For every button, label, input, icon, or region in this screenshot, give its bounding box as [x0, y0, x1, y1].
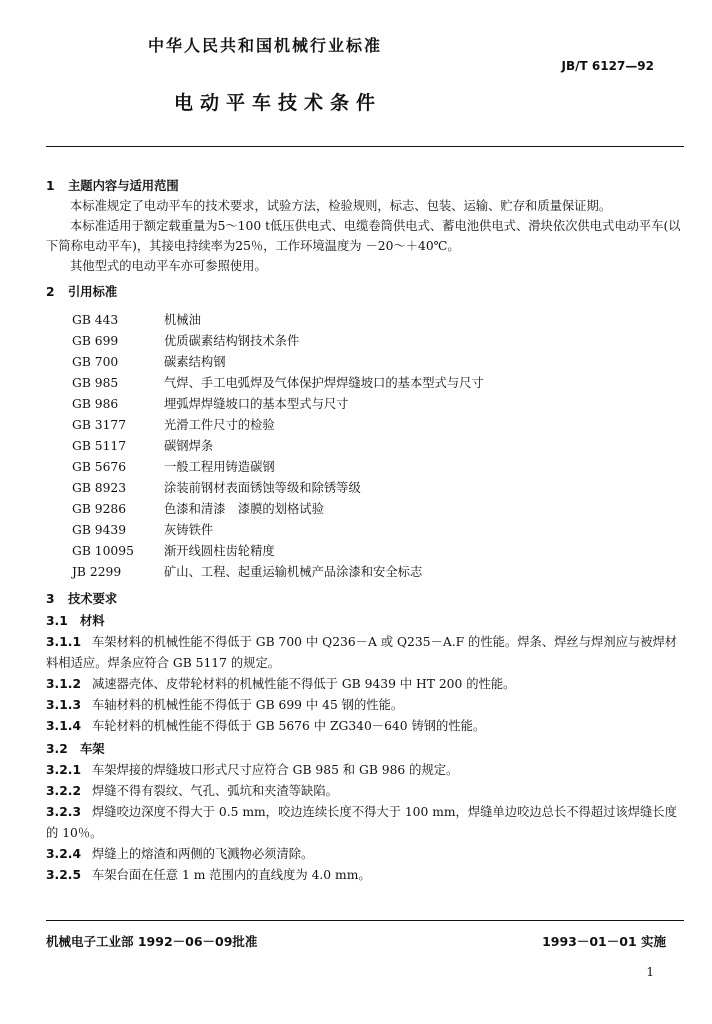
clause-number: 3.1.4 — [46, 719, 82, 733]
section-title: 引用标准 — [68, 285, 118, 299]
reference-name: 光滑工件尺寸的检验 — [164, 418, 275, 432]
document-body — [46, 176, 686, 886]
clause-text: 焊缝咬边深度不得大于 0.5 mm，咬边连续长度不得大于 100 mm，焊缝单边咬边总长不得超过该焊缝长度的 10％。 — [46, 805, 677, 840]
page-number: 1 — [646, 965, 654, 979]
reference-name: 矿山、工程、起重运输机械产品涂漆和安全标志 — [164, 565, 423, 579]
header-rule — [46, 146, 684, 147]
clause-number: 3.2.2 — [46, 784, 82, 798]
reference-row — [46, 541, 686, 562]
clause-text: 车轴材料的机械性能不得低于 GB 699 中 45 钢的性能。 — [92, 698, 404, 712]
document-title: 电动平车技术条件 — [174, 92, 383, 114]
section-2-heading — [46, 282, 686, 302]
reference-code: GB 5117 — [72, 439, 127, 453]
clause — [46, 844, 686, 865]
clause-text: 减速器壳体、皮带轮材料的机械性能不得低于 GB 9439 中 HT 200 的性能。 — [92, 677, 516, 691]
implementation-date: 1993－01－01 实施 — [542, 934, 666, 949]
clause-number: 3.2.5 — [46, 868, 82, 882]
section-number: 2 — [46, 285, 55, 299]
reference-name: 灰铸铁件 — [164, 523, 214, 537]
clause — [46, 716, 686, 737]
reference-row — [46, 520, 686, 541]
issuing-organization: 中华人民共和国机械行业标准 — [148, 36, 383, 55]
clause-text: 焊缝上的熔渣和两侧的飞溅物必须清除。 — [92, 847, 314, 861]
subsection-3-2-heading — [46, 739, 686, 760]
reference-code: GB 443 — [72, 313, 119, 327]
reference-name: 渐开线圆柱齿轮精度 — [164, 544, 275, 558]
reference-name: 埋弧焊焊缝坡口的基本型式与尺寸 — [164, 397, 349, 411]
reference-name: 一般工程用铸造碳钢 — [164, 460, 275, 474]
reference-row — [46, 352, 686, 373]
section-1-heading — [46, 176, 686, 196]
subsection-title: 车架 — [80, 742, 105, 756]
clause — [46, 695, 686, 716]
reference-row — [46, 457, 686, 478]
section-number: 3 — [46, 592, 55, 606]
clause-text: 车架焊接的焊缝坡口形式尺寸应符合 GB 985 和 GB 986 的规定。 — [92, 763, 459, 777]
reference-row — [46, 562, 686, 583]
reference-code: GB 9286 — [72, 502, 127, 516]
clause-number: 3.2.4 — [46, 847, 82, 861]
reference-name: 色漆和清漆 漆膜的划格试验 — [164, 502, 324, 516]
reference-name: 涂装前钢材表面锈蚀等级和除锈等级 — [164, 481, 361, 495]
clause — [46, 781, 686, 802]
reference-row — [46, 310, 686, 331]
reference-name: 气焊、手工电弧焊及气体保护焊焊缝坡口的基本型式与尺寸 — [164, 376, 484, 390]
reference-code: GB 3177 — [72, 418, 127, 432]
clause — [46, 760, 686, 781]
section-title: 主题内容与适用范围 — [68, 179, 179, 193]
reference-name: 优质碳素结构钢技术条件 — [164, 334, 300, 348]
reference-name: 机械油 — [164, 313, 201, 327]
clause — [46, 865, 686, 886]
reference-code: GB 985 — [72, 376, 119, 390]
clause — [46, 632, 686, 674]
reference-code: GB 700 — [72, 355, 119, 369]
footer-rule — [46, 920, 684, 921]
reference-code: GB 699 — [72, 334, 119, 348]
reference-code: GB 8923 — [72, 481, 127, 495]
reference-row — [46, 394, 686, 415]
paragraph: 本标准适用于额定载重量为5～100 t低压供电式、电缆卷筒供电式、蓄电池供电式、滑块依次供电式电动平车(以下简称电动平车)，其接电持续率为25％，工作环境温度为 －20～＋40℃。 — [46, 219, 681, 253]
reference-name: 碳素结构钢 — [164, 355, 226, 369]
section-3-heading — [46, 589, 686, 609]
reference-name: 碳钢焊条 — [164, 439, 214, 453]
clause-text: 车架材料的机械性能不得低于 GB 700 中 Q236－A 或 Q235－A.F 的性能。焊条、焊丝与焊剂应与被焊材料相适应。焊条应符合 GB 5117 的规定。 — [46, 635, 678, 670]
standard-code: JB/T 6127—92 — [561, 59, 654, 73]
clause-number: 3.2.1 — [46, 763, 82, 777]
reference-code: GB 9439 — [72, 523, 127, 537]
reference-row — [46, 499, 686, 520]
paragraph: 其他型式的电动平车亦可参照使用。 — [70, 259, 267, 273]
reference-row — [46, 331, 686, 352]
subsection-3-1-heading — [46, 611, 686, 632]
clause-text: 车轮材料的机械性能不得低于 GB 5676 中 ZG340－640 铸钢的性能。 — [92, 719, 486, 733]
subsection-number: 3.2 — [46, 742, 68, 756]
clause-number: 3.1.3 — [46, 698, 82, 712]
clause-number: 3.2.3 — [46, 805, 82, 819]
section-title: 技术要求 — [68, 592, 118, 606]
subsection-number: 3.1 — [46, 614, 68, 628]
section-number: 1 — [46, 179, 55, 193]
reference-list — [46, 310, 686, 583]
clause — [46, 802, 686, 844]
reference-row — [46, 373, 686, 394]
reference-row — [46, 415, 686, 436]
reference-code: JB 2299 — [72, 565, 122, 579]
reference-row — [46, 436, 686, 457]
approval-date: 机械电子工业部 1992－06－09批准 — [46, 934, 258, 949]
clause — [46, 674, 686, 695]
reference-row — [46, 478, 686, 499]
reference-code: GB 986 — [72, 397, 119, 411]
reference-code: GB 5676 — [72, 460, 127, 474]
clause-number: 3.1.1 — [46, 635, 82, 649]
reference-code: GB 10095 — [72, 544, 134, 558]
subsection-title: 材料 — [80, 614, 105, 628]
paragraph: 本标准规定了电动平车的技术要求，试验方法，检验规则，标志、包装、运输、贮存和质量保证期。 — [70, 199, 612, 213]
clause-text: 焊缝不得有裂纹、气孔、弧坑和夹渣等缺陷。 — [92, 784, 338, 798]
clause-text: 车架台面在任意 1 m 范围内的直线度为 4.0 mm。 — [92, 868, 371, 882]
clause-number: 3.1.2 — [46, 677, 82, 691]
